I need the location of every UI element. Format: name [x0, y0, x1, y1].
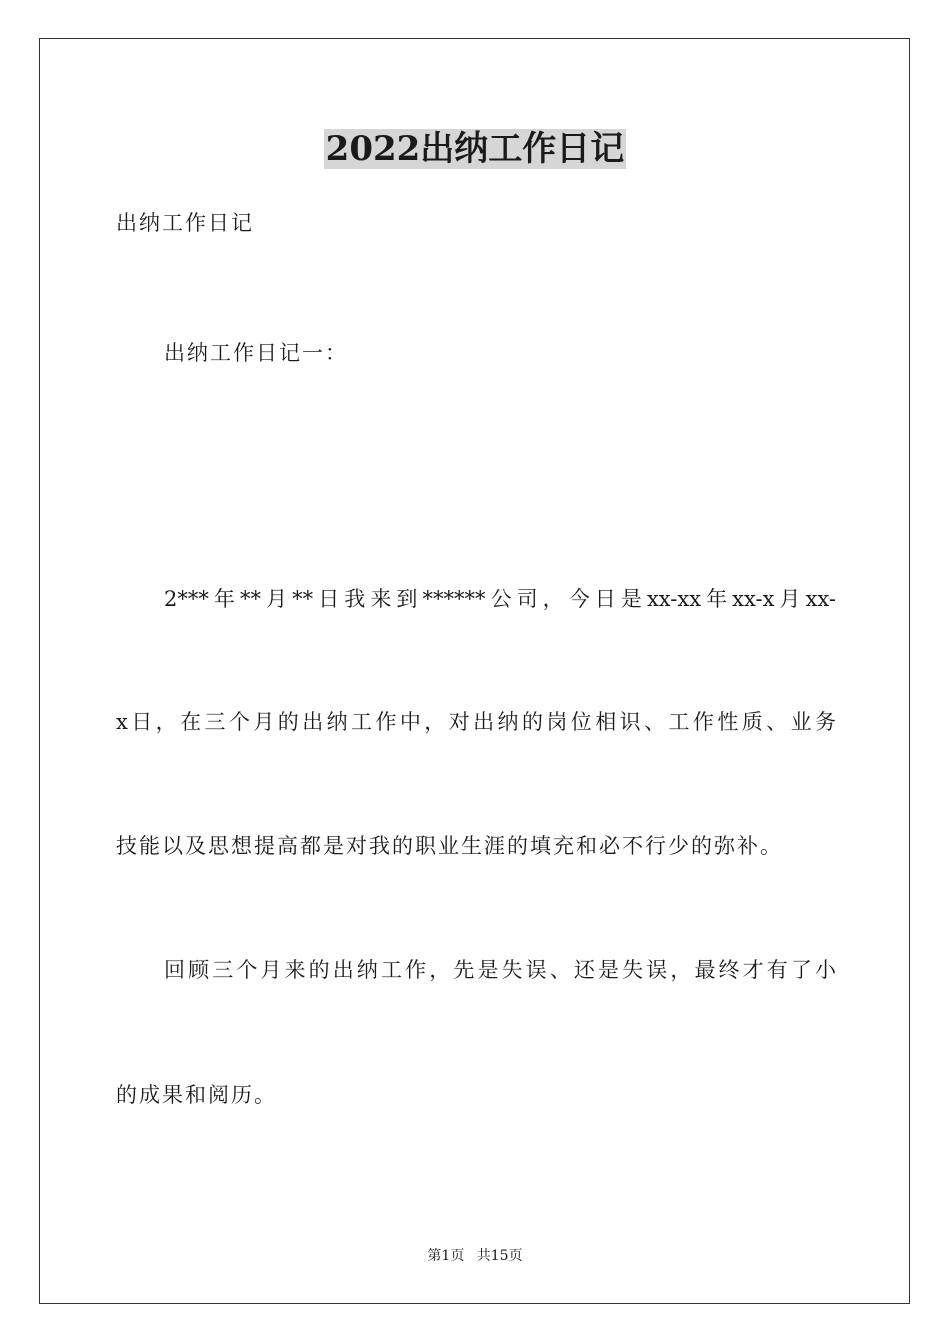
section-heading: 出纳工作日记一： [164, 341, 348, 365]
paragraph-line: 的成果和阅历。 [116, 1083, 277, 1107]
document-title-text: 2022出纳工作日记 [325, 129, 625, 169]
paragraph-line: x日，在三个月的出纳工作中，对出纳的岗位相识、工作性质、业务 [116, 710, 836, 734]
page-footer: 第1页 共15页 [427, 1248, 523, 1264]
paragraph-line: 技能以及思想提高都是对我的职业生涯的填充和必不行少的弥补。 [116, 834, 783, 858]
paragraph-line: 回顾三个月来的出纳工作，先是失误、还是失误，最终才有了小 [164, 958, 836, 982]
document-title [0, 124, 950, 174]
subtitle-line: 出纳工作日记 [116, 211, 254, 235]
paragraph-line: 2***年**月**日我来到******公司，今日是xx-xx年xx-x月xx- [164, 587, 836, 611]
